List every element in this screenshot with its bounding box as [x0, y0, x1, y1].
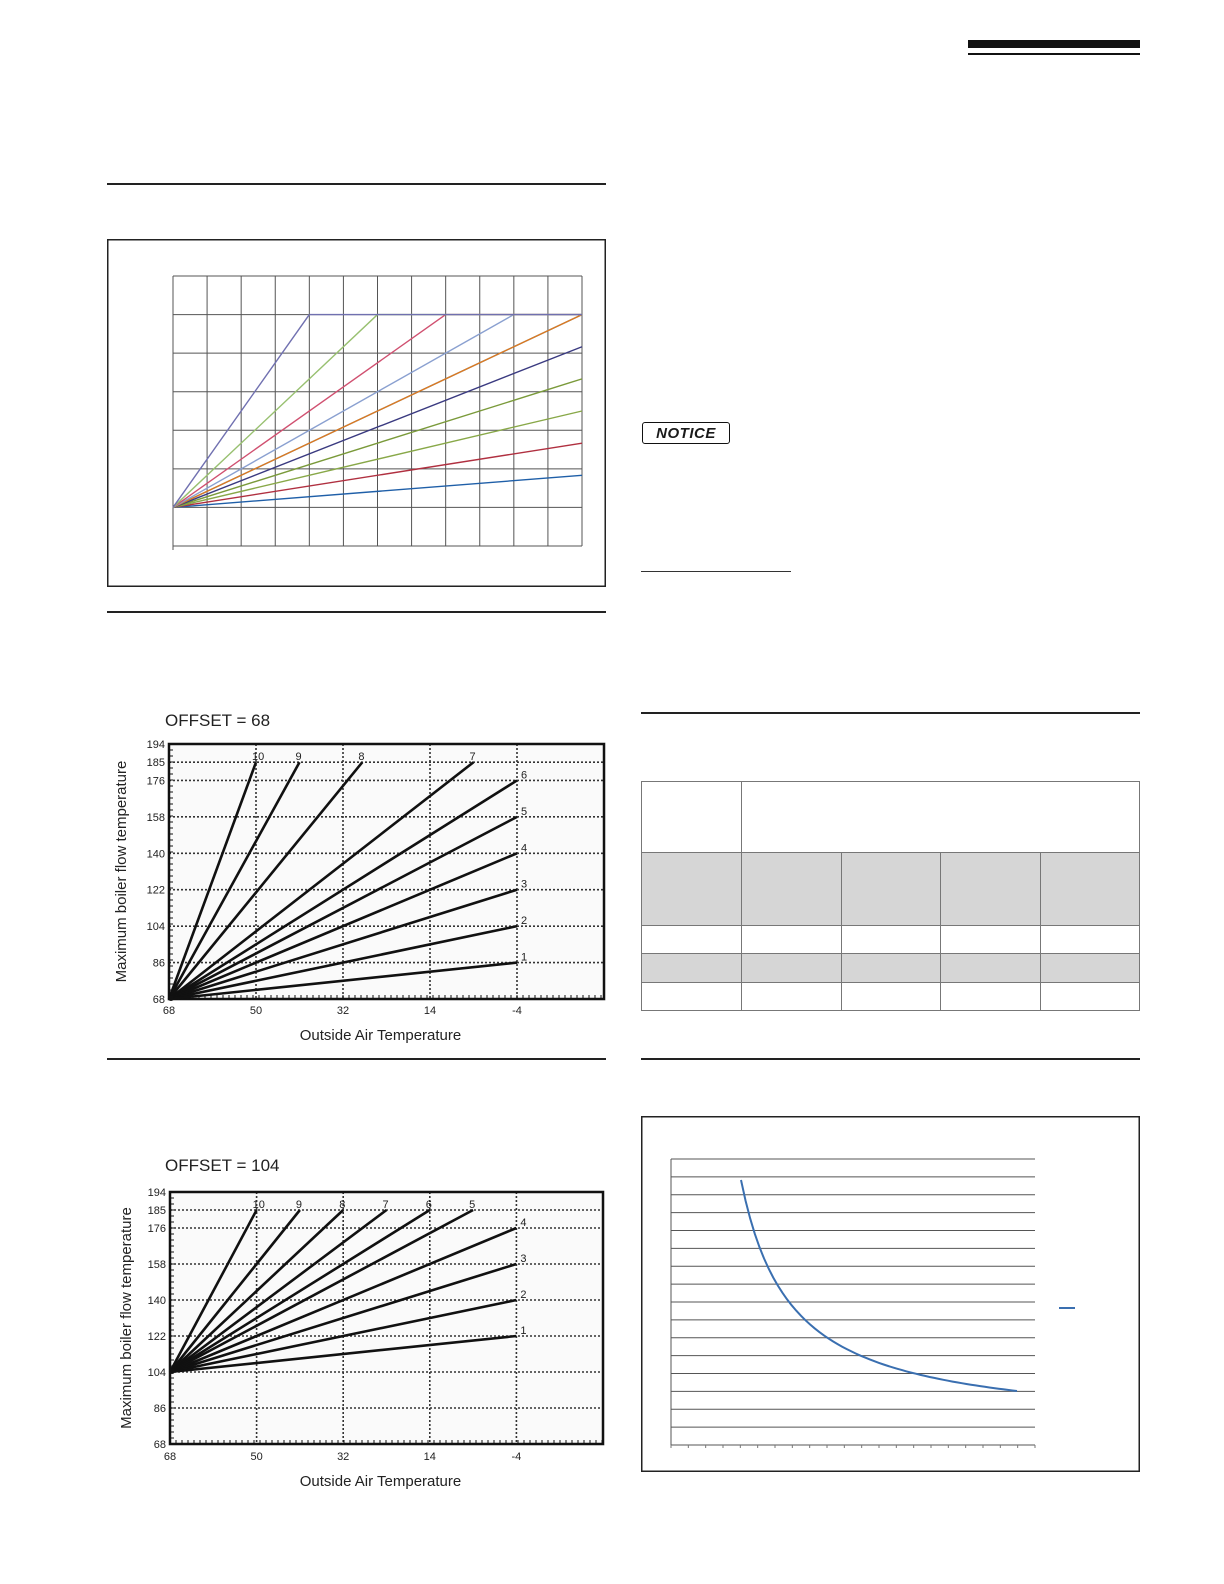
x-tick-label: -4 — [512, 1005, 522, 1017]
curve-label-1: 1 — [520, 1325, 527, 1337]
settings-table — [641, 781, 1140, 1011]
section-rule-1 — [107, 183, 606, 185]
table-cell — [642, 983, 742, 1011]
curve-label-4: 4 — [520, 1217, 527, 1229]
y-tick-label: 104 — [146, 921, 165, 934]
table-cell — [941, 926, 1041, 954]
origin-point — [169, 1368, 175, 1374]
table-cell — [742, 926, 842, 954]
x-tick-label: 32 — [336, 1005, 350, 1017]
x-tick-label: -4 — [511, 1451, 522, 1463]
curve-label-4: 4 — [521, 842, 528, 855]
table-cell — [742, 954, 842, 983]
curve-label-8: 8 — [339, 1199, 346, 1211]
table-cell — [841, 954, 941, 983]
y-tick-label: 122 — [147, 1331, 166, 1343]
y-tick-label: 68 — [153, 1439, 166, 1451]
curve-label-5: 5 — [469, 1199, 476, 1211]
x-tick-label: 50 — [249, 1005, 263, 1017]
section-rule-2 — [107, 611, 606, 613]
y-tick-label: 104 — [147, 1367, 166, 1379]
curve-label-6: 6 — [425, 1199, 432, 1211]
table-cell — [1040, 853, 1140, 926]
table-row — [642, 853, 1140, 926]
curve-label-2: 2 — [520, 1289, 527, 1301]
colored-curve-chart — [107, 239, 606, 587]
curve-label-10: 10 — [252, 1199, 265, 1211]
table-cell — [841, 853, 941, 926]
table-row — [642, 926, 1140, 954]
y-tick-label: 194 — [147, 1187, 166, 1199]
y-tick-label: 86 — [152, 957, 165, 970]
y-tick-label: 176 — [147, 1223, 166, 1235]
y-tick-label: 176 — [146, 775, 165, 788]
chart-frame — [642, 1117, 1140, 1472]
table-cell — [941, 983, 1041, 1011]
y-tick-label: 194 — [146, 739, 165, 751]
offset-68-chart — [107, 700, 606, 1050]
header-underline — [968, 53, 1140, 55]
decay-curve-chart — [641, 1116, 1140, 1472]
table-cell — [941, 853, 1041, 926]
underline-link — [641, 571, 791, 572]
table-cell — [1040, 983, 1140, 1011]
table-cell — [742, 983, 842, 1011]
section-rule-5 — [641, 1058, 1140, 1060]
x-tick-label: 50 — [250, 1451, 263, 1463]
table-cell — [742, 853, 842, 926]
curve-label-2: 2 — [521, 915, 528, 928]
curve-label-1: 1 — [521, 951, 528, 964]
table-cell — [841, 983, 941, 1011]
y-tick-label: 158 — [146, 811, 165, 824]
curve-label-10: 10 — [252, 751, 265, 764]
table-row — [642, 954, 1140, 983]
offset-104-chart — [107, 1145, 606, 1500]
origin-point — [168, 995, 174, 1001]
curve-label-5: 5 — [521, 805, 528, 818]
curve-label-9: 9 — [295, 751, 302, 764]
x-tick-label: 14 — [423, 1005, 437, 1017]
section-rule-3 — [107, 1058, 606, 1060]
x-tick-label: 68 — [163, 1451, 177, 1463]
table-row — [642, 983, 1140, 1011]
curve-label-7: 7 — [469, 751, 476, 764]
y-tick-label: 86 — [153, 1403, 166, 1415]
x-axis-label: Outside Air Temperature — [299, 1027, 462, 1044]
table-cell — [642, 926, 742, 954]
chart-title: OFFSET = 104 — [165, 1156, 280, 1175]
x-tick-label: 68 — [162, 1005, 176, 1017]
x-tick-label: 14 — [423, 1451, 436, 1463]
y-tick-label: 185 — [147, 1205, 166, 1217]
y-axis-label: Maximum boiler flow temperature — [118, 1207, 135, 1429]
y-tick-label: 68 — [152, 994, 165, 1006]
chart-title: OFFSET = 68 — [165, 711, 271, 730]
table-cell — [642, 853, 742, 926]
curve-label-6: 6 — [521, 769, 528, 782]
table-cell — [742, 782, 1140, 853]
table-cell — [642, 954, 742, 983]
table-cell — [1040, 926, 1140, 954]
header-bar — [968, 40, 1140, 48]
curve-label-9: 9 — [295, 1199, 303, 1211]
curve-label-8: 8 — [358, 751, 365, 764]
y-tick-label: 185 — [146, 757, 165, 770]
section-rule-4 — [641, 712, 1140, 714]
table-cell — [941, 954, 1041, 983]
notice-badge — [642, 422, 730, 444]
table-cell — [642, 782, 742, 853]
table-cell — [1040, 954, 1140, 983]
curve-label-7: 7 — [382, 1199, 389, 1211]
y-axis-label: Maximum boiler flow temperature — [113, 760, 130, 983]
notice-label: NOTICE — [656, 424, 716, 442]
y-tick-label: 140 — [146, 848, 165, 861]
table-cell — [841, 926, 941, 954]
y-tick-label: 158 — [147, 1259, 166, 1271]
curve-label-3: 3 — [521, 878, 528, 891]
table-header-row — [642, 782, 1140, 853]
chart-frame — [108, 240, 606, 587]
y-tick-label: 140 — [147, 1295, 166, 1307]
x-tick-label: 32 — [337, 1451, 350, 1463]
y-tick-label: 122 — [146, 884, 165, 897]
x-axis-label: Outside Air Temperature — [299, 1473, 462, 1490]
curve-label-3: 3 — [520, 1253, 527, 1265]
